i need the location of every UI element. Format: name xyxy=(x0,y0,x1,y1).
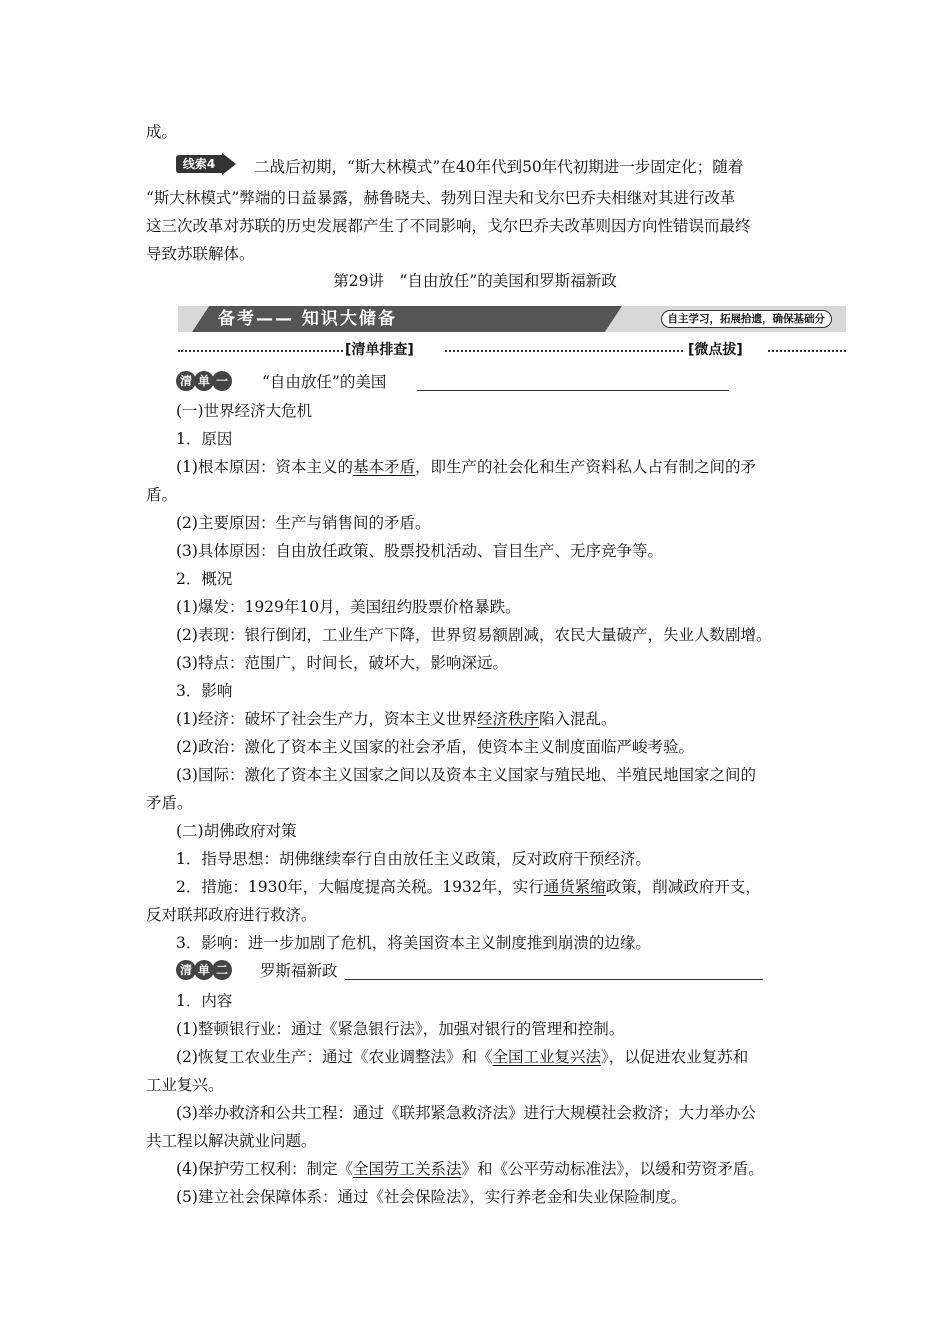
text-span: 政策，削减政府开支， xyxy=(605,878,761,896)
text-span: ，即生产的社会化和生产资料私人占有制之间的矛 xyxy=(414,458,756,476)
text-span: 》，以促进农业复苏和 xyxy=(600,1048,749,1066)
badge-char: 清 xyxy=(176,960,196,980)
badge-char: 二 xyxy=(212,960,232,980)
text-line: (2)表现：银行倒闭，工业生产下降，世界贸易额剧减，农民大量破产，失业人数剧增。 xyxy=(176,626,772,644)
clue-badge-label: 线索4 xyxy=(176,155,222,173)
text-line: (5)建立社会保障体系：通过《社会保险法》，实行养老金和失业保险制度。 xyxy=(176,1188,687,1206)
key-term: 通货紧缩 xyxy=(543,878,606,896)
banner-title: 备考—— 知识大储备 xyxy=(218,309,397,329)
divider-label-tips: [微点拔] xyxy=(688,342,743,358)
divider-label-checklist: [清单排查] xyxy=(345,342,414,358)
section-heading: (一)世界经济大危机 xyxy=(176,402,313,420)
text-span: (2)恢复工农业生产：通过《农业调整法》和《 xyxy=(176,1048,493,1066)
text-line: 1．指导思想：胡佛继续奉行自由放任主义政策，反对政府干预经济。 xyxy=(176,850,651,868)
list1-title: “自由放任”的美国 xyxy=(262,373,387,391)
text-line: (3)举办救济和公共工程：通过《联邦紧急救济法》进行大规模社会救济；大力举办公 xyxy=(176,1104,756,1122)
badge-char: 单 xyxy=(194,960,214,980)
text-line xyxy=(146,1043,836,1071)
divider-dots-left xyxy=(178,350,343,352)
clue-line-4: 导致苏联解体。 xyxy=(146,245,255,263)
text-line xyxy=(146,873,836,901)
text-line xyxy=(146,1155,836,1183)
text-line: (1)整顿银行业：通过《紧急银行法》，加强对银行的管理和控制。 xyxy=(176,1020,625,1038)
text-span: 2．措施：1930年，大幅度提高关税。1932年，实行 xyxy=(176,878,544,896)
text-line: 共工程以解决就业问题。 xyxy=(146,1132,317,1150)
badge-char: 一 xyxy=(212,371,232,391)
text-line: (3)具体原因：自由放任政策、股票投机活动、盲目生产、无序竞争等。 xyxy=(176,542,663,560)
list1-title-rule xyxy=(417,390,729,391)
list2-title: 罗斯福新政 xyxy=(260,962,338,980)
section-heading: (二)胡佛政府对策 xyxy=(176,822,297,840)
text-line: 3．影响：进一步加剧了危机，将美国资本主义制度推到崩溃的边缘。 xyxy=(176,934,651,952)
text-span: 》和《公平劳动标准法》，以缓和劳资矛盾。 xyxy=(461,1160,764,1178)
text-line: 工业复兴。 xyxy=(146,1076,224,1094)
divider-dots-middle xyxy=(445,350,683,352)
text-line: (3)特点：范围广，时间长，破坏大，影响深远。 xyxy=(176,654,508,672)
badge-char: 单 xyxy=(194,371,214,391)
clue-line-3: 这三次改革对苏联的历史发展都产生了不同影响，戈尔巴乔夫改革则因方向性错误而最终 xyxy=(146,217,751,235)
text-span: (4)保护劳工权利：制定《 xyxy=(176,1160,353,1178)
top-line: 成。 xyxy=(146,123,178,141)
text-line: (1)爆发：1929年10月，美国纽约股票价格暴跌。 xyxy=(176,598,521,616)
key-term: 经济秩序 xyxy=(476,710,539,728)
clue-line-2: “斯大林模式”弊端的日益暴露，赫鲁晓夫、勃列日涅夫和戈尔巴乔夫相继对其进行改革 xyxy=(146,189,736,207)
text-line: (2)主要原因：生产与销售间的矛盾。 xyxy=(176,514,431,532)
text-span: 陷入混乱。 xyxy=(538,710,617,728)
sub-heading: 1．原因 xyxy=(176,430,233,448)
text-line xyxy=(146,705,836,733)
text-line: 反对联邦政府进行救济。 xyxy=(146,906,317,924)
sub-heading: 3．影响 xyxy=(176,682,233,700)
text-line: 盾。 xyxy=(146,486,178,504)
sub-heading: 1．内容 xyxy=(176,992,233,1010)
badge-char: 清 xyxy=(176,371,196,391)
text-line: 矛盾。 xyxy=(146,794,193,812)
section-banner xyxy=(178,306,846,332)
text-line: (3)国际：激化了资本主义国家之间以及资本主义国家与殖民地、半殖民地国家之间的 xyxy=(176,766,756,784)
banner-slogan: 自主学习，拓展拾遗，确保基础分 xyxy=(661,310,833,328)
text-line: (2)政治：激化了资本主义国家的社会矛盾，使资本主义制度面临严峻考验。 xyxy=(176,738,694,756)
lecture-title: 第29讲 “自由放任”的美国和罗斯福新政 xyxy=(333,272,617,290)
text-span: (1)根本原因：资本主义的 xyxy=(176,458,353,476)
text-span: (1)经济：破坏了社会生产力，资本主义世界 xyxy=(176,710,477,728)
text-line xyxy=(146,453,836,481)
key-term: 全国劳工关系法 xyxy=(352,1160,462,1178)
clue-line-1: 二战后初期，“斯大林模式”在40年代到50年代初期进一步固定化；随着 xyxy=(254,158,744,176)
divider-dots-right xyxy=(768,350,846,352)
key-term: 全国工业复兴法 xyxy=(492,1048,601,1066)
sub-heading: 2．概况 xyxy=(176,570,233,588)
list2-title-rule xyxy=(345,979,763,980)
key-term: 基本矛盾 xyxy=(352,458,415,476)
